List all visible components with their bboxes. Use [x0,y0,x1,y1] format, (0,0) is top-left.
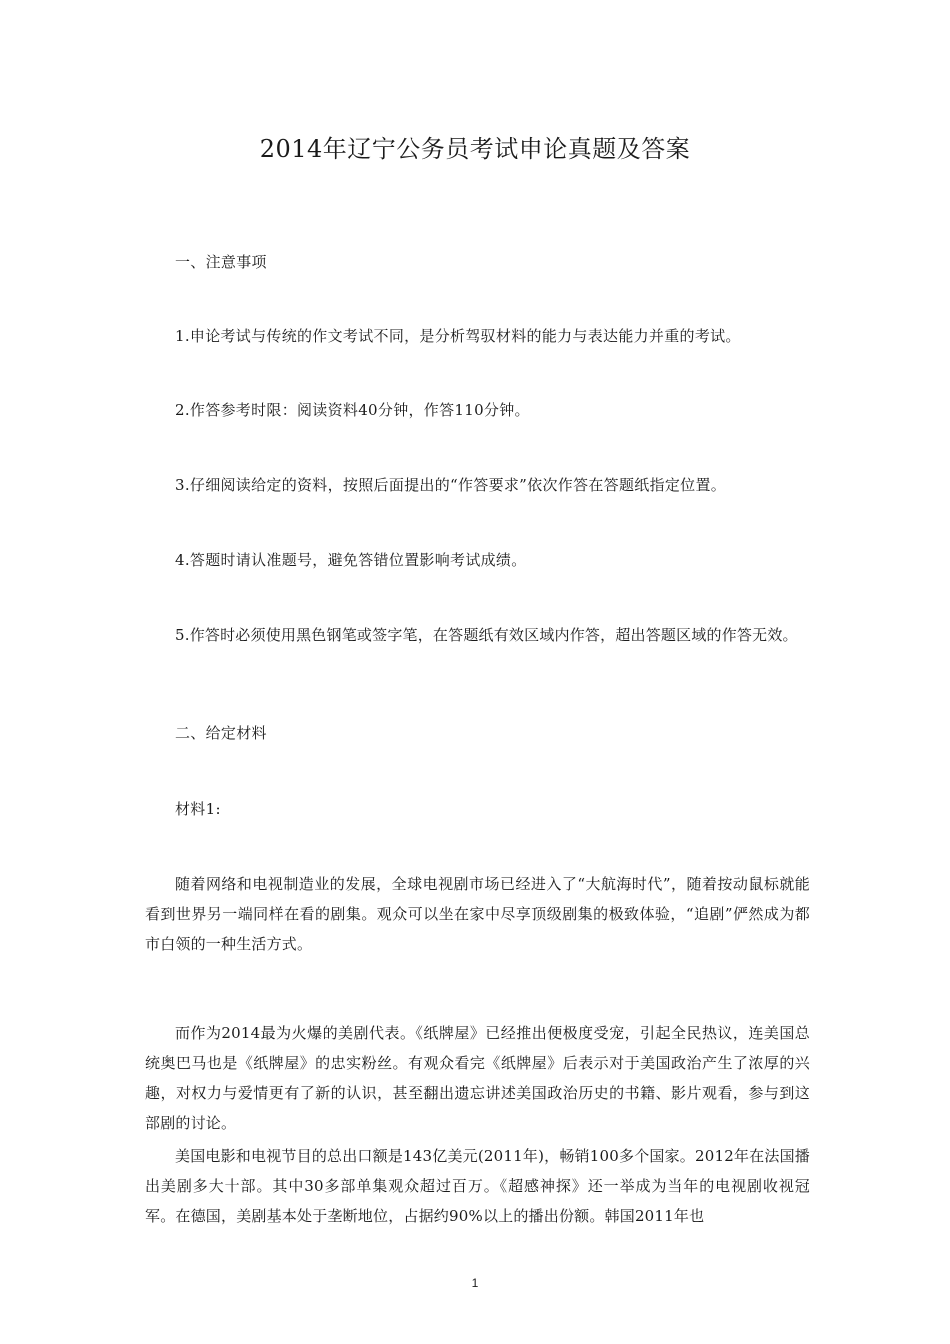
material-paragraph-2: 而作为2014最为火爆的美剧代表。《纸牌屋》已经推出便极度受宠，引起全民热议，连美国总统奥巴马也是《纸牌屋》的忠实粉丝。有观众看完《纸牌屋》后表示对于美国政治产生了浓厚的兴趣，对权力与爱情更有了新的认识，甚至翻出遗忘讲述美国政治历史的书籍、影片观看，参与到这部剧的讨论。 [145,1024,810,1132]
notice-item-4: 4.答题时请认准题号，避免答错位置影响考试成绩。 [175,551,527,569]
material-paragraph-3: 美国电影和电视节目的总出口额是143亿美元(2011年)，畅销100多个国家。2012年在法国播出美剧多大十部。其中30多部单集观众超过百万。《超感神探》还一举成为当年的电视剧收视冠军。在德国，美剧基本处于垄断地位，占据约90%以上的播出份额。韩国2011年也 [145,1147,810,1225]
section-heading-notes: 一、注意事项 [175,253,267,271]
notice-item-2: 2.作答参考时限：阅读资料40分钟，作答110分钟。 [175,401,530,419]
notice-item-1: 1.申论考试与传统的作文考试不同，是分析驾驭材料的能力与表达能力并重的考试。 [175,327,741,345]
notice-item-3: 3.仔细阅读给定的资料，按照后面提出的“作答要求”依次作答在答题纸指定位置。 [175,476,727,494]
material-paragraph-1: 随着网络和电视制造业的发展，全球电视剧市场已经进入了“大航海时代”，随着按动鼠标就能看到世界另一端同样在看的剧集。观众可以坐在家中尽享顶级剧集的极致体验，“追剧”俨然成为都市白领的一种生活方式。 [145,875,810,953]
document-title: 2014年辽宁公务员考试申论真题及答案 [259,135,691,163]
material-label: 材料1: [175,800,221,818]
page-number: 1 [471,1276,479,1290]
notice-item-5: 5.作答时必须使用黑色钢笔或签字笔，在答题纸有效区域内作答，超出答题区域的作答无效。 [175,626,798,644]
section-heading-materials: 二、给定材料 [175,724,267,742]
